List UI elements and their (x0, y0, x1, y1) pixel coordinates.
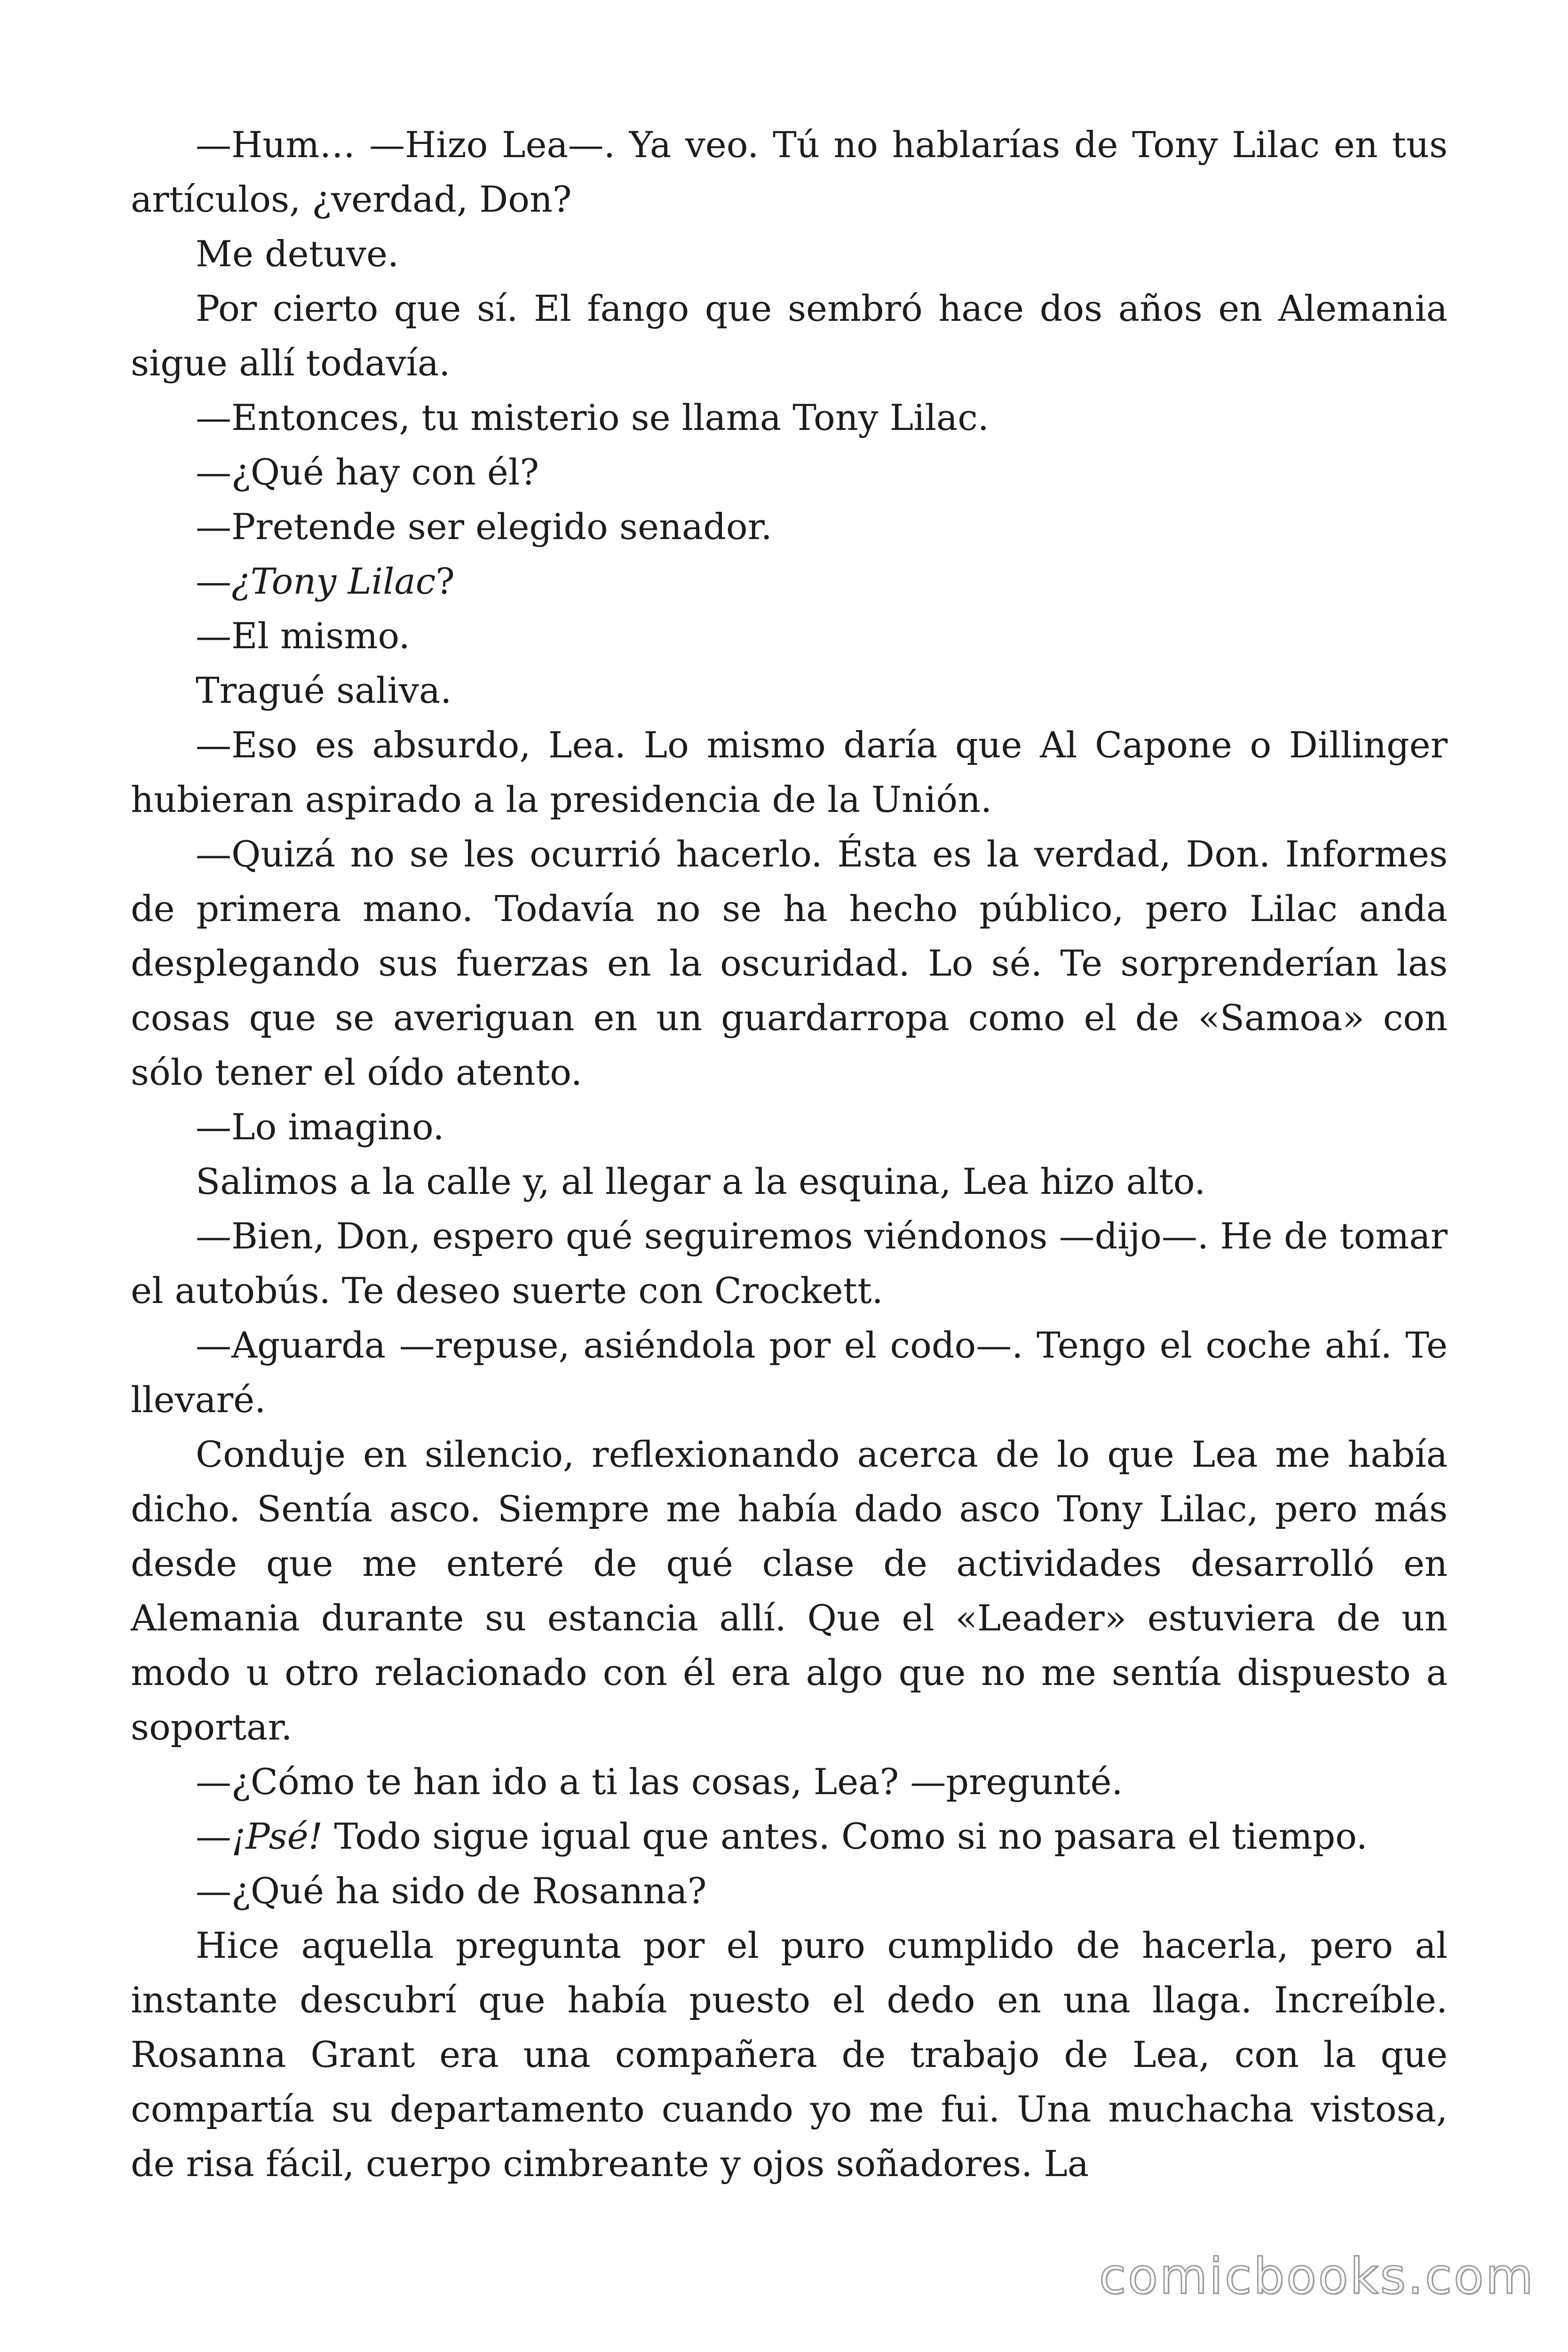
paragraph-text: —Lo imagino. (196, 1106, 444, 1148)
paragraph (131, 554, 1448, 609)
paragraph-text: — (196, 560, 231, 602)
paragraph-text: —Hum… —Hizo Lea—. Ya veo. Tú no hablarías de Tony Lilac en tus artículos, ¿verdad, Don? (131, 124, 1448, 220)
paragraph (131, 1318, 1448, 1427)
paragraph-text: — (196, 1815, 231, 1857)
paragraph-text: Todo sigue igual que antes. Como si no pasara el tiempo. (323, 1815, 1368, 1857)
paragraph (131, 118, 1448, 227)
book-page-text (131, 118, 1448, 2191)
paragraph (131, 445, 1448, 500)
paragraph (131, 718, 1448, 827)
paragraph-text: —¿Qué hay con él? (196, 451, 539, 493)
paragraph (131, 1154, 1448, 1209)
paragraph-text: —¿Cómo te han ido a ti las cosas, Lea? —pregunté. (196, 1761, 1123, 1803)
paragraph (131, 1755, 1448, 1809)
paragraph-text: Tragué saliva. (196, 669, 452, 711)
paragraph (131, 500, 1448, 554)
paragraph (131, 1864, 1448, 1918)
paragraph-text: Por cierto que sí. El fango que sembró hace dos años en Alemania sigue allí todavía. (131, 287, 1448, 384)
paragraph-text: Me detuve. (196, 233, 399, 275)
paragraph (131, 1809, 1448, 1864)
paragraph-text: Salimos a la calle y, al llegar a la esquina, Lea hizo alto. (196, 1160, 1206, 1202)
paragraph (131, 227, 1448, 281)
paragraph-text: —Pretende ser elegido senador. (196, 506, 772, 548)
italic-text: ¿Tony Lilac (231, 560, 436, 602)
paragraph (131, 1427, 1448, 1755)
paragraph-text: —Entonces, tu misterio se llama Tony Lilac. (196, 397, 989, 438)
paragraph (131, 1918, 1448, 2191)
italic-text: ¡Psé! (231, 1815, 323, 1857)
paragraph-text: —Bien, Don, espero qué seguiremos viéndonos —dijo—. He de tomar el autobús. Te deseo suerte con Crockett. (131, 1215, 1448, 1311)
paragraph-text: —Aguarda —repuse, asiéndola por el codo—. Tengo el coche ahí. Te llevaré. (131, 1324, 1448, 1421)
paragraph (131, 390, 1448, 445)
paragraph-text: ? (436, 560, 455, 602)
paragraph-text: —El mismo. (196, 615, 410, 657)
paragraph-text: —¿Qué ha sido de Rosanna? (196, 1870, 707, 1912)
paragraph (131, 281, 1448, 390)
paragraph (131, 1100, 1448, 1154)
paragraph (131, 609, 1448, 663)
paragraph (131, 827, 1448, 1100)
paragraph (131, 1209, 1448, 1318)
paragraph-text: Hice aquella pregunta por el puro cumplido de hacerla, pero al instante descubrí que había puesto el dedo en una llaga. Increíble. Rosanna Grant era una compañera de trabajo de Lea, con la que compartía su departamento cuando yo me fui. Una muchacha vistosa, de risa fácil, cuerpo cimbreante y ojos soñadores. La (131, 1924, 1448, 2185)
paragraph-text: —Eso es absurdo, Lea. Lo mismo daría que Al Capone o Dillinger hubieran aspirado a la presidencia de la Unión. (131, 724, 1448, 820)
paragraph-text: —Quizá no se les ocurrió hacerlo. Ésta es la verdad, Don. Informes de primera mano. Todavía no se ha hecho público, pero Lilac anda desplegando sus fuerzas en la oscuridad. Lo sé. Te sorprenderían las cosas que se averiguan en un guardarropa como el de «Samoa» con sólo tener el oído atento. (131, 833, 1448, 1093)
paragraph-text: Conduje en silencio, reflexionando acerca de lo que Lea me había dicho. Sentía asco. Siempre me había dado asco Tony Lilac, pero más desde que me enteré de qué clase de actividades desarrolló en Alemania durante su estancia allí. Que el «Leader» estuviera de un modo u otro relacionado con él era algo que no me sentía dispuesto a soportar. (131, 1433, 1448, 1748)
watermark: comicbooks.com (1099, 2248, 1535, 2305)
paragraph (131, 663, 1448, 718)
